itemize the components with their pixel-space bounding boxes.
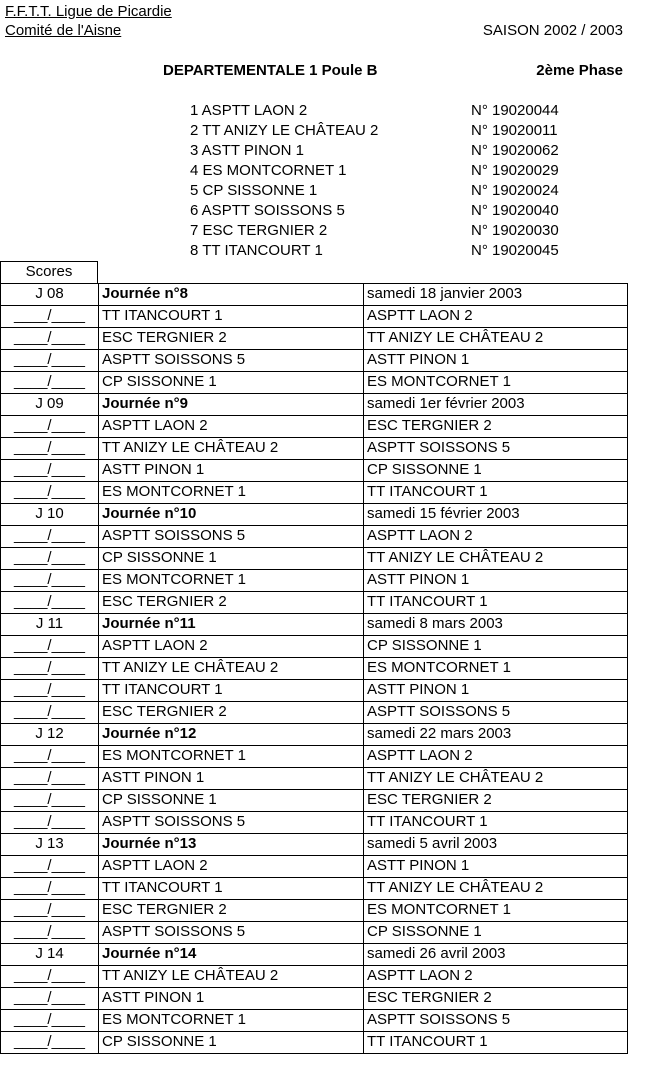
team-name: 3 ASTT PINON 1 [190,142,304,159]
home-team: TT ANIZY LE CHÂTEAU 2 [98,437,363,460]
score-field[interactable]: ____/____ [0,415,98,438]
round-code: J 08 [0,283,98,306]
round-code: J 14 [0,943,98,966]
home-team: CP SISSONNE 1 [98,371,363,394]
away-team: ASTT PINON 1 [363,569,628,592]
match-row [0,899,628,921]
score-field[interactable]: ____/____ [0,327,98,350]
match-row [0,349,628,371]
score-field[interactable]: ____/____ [0,635,98,658]
score-field[interactable]: ____/____ [0,1031,98,1054]
match-row [0,745,628,767]
score-field[interactable]: ____/____ [0,899,98,922]
home-team: ASPTT LAON 2 [98,415,363,438]
home-team: TT ITANCOURT 1 [98,877,363,900]
round-date: samedi 26 avril 2003 [363,943,628,966]
team-name: 4 ES MONTCORNET 1 [190,162,347,179]
round-header-row [0,943,628,965]
away-team: TT ANIZY LE CHÂTEAU 2 [363,767,628,790]
match-row [0,327,628,349]
match-row [0,811,628,833]
team-row [190,121,590,141]
score-field[interactable]: ____/____ [0,811,98,834]
match-row [0,1031,628,1053]
match-row [0,657,628,679]
score-field[interactable]: ____/____ [0,349,98,372]
home-team: ASPTT SOISSONS 5 [98,525,363,548]
home-team: CP SISSONNE 1 [98,547,363,570]
away-team: TT ANIZY LE CHÂTEAU 2 [363,327,628,350]
away-team: TT ANIZY LE CHÂTEAU 2 [363,547,628,570]
score-field[interactable]: ____/____ [0,1009,98,1032]
team-number: N° 19020062 [471,142,559,159]
round-date: samedi 15 février 2003 [363,503,628,526]
round-header-row [0,393,628,415]
round-title: Journée n°14 [98,943,363,966]
round-date: samedi 22 mars 2003 [363,723,628,746]
home-team: ES MONTCORNET 1 [98,569,363,592]
home-team: ASPTT SOISSONS 5 [98,349,363,372]
match-row [0,789,628,811]
away-team: TT ITANCOURT 1 [363,811,628,834]
match-row [0,371,628,393]
home-team: ASPTT LAON 2 [98,635,363,658]
match-row [0,635,628,657]
team-row [190,181,590,201]
match-row [0,679,628,701]
away-team: ESC TERGNIER 2 [363,987,628,1010]
home-team: ESC TERGNIER 2 [98,591,363,614]
score-field[interactable]: ____/____ [0,569,98,592]
match-row [0,459,628,481]
match-row [0,437,628,459]
score-field[interactable]: ____/____ [0,789,98,812]
score-field[interactable]: ____/____ [0,547,98,570]
team-row [190,241,590,261]
home-team: ESC TERGNIER 2 [98,327,363,350]
score-field[interactable]: ____/____ [0,965,98,988]
away-team: ES MONTCORNET 1 [363,899,628,922]
away-team: ASPTT SOISSONS 5 [363,1009,628,1032]
team-number: N° 19020044 [471,102,559,119]
team-name: 1 ASPTT LAON 2 [190,102,308,119]
away-team: ASTT PINON 1 [363,679,628,702]
away-team: ESC TERGNIER 2 [363,415,628,438]
score-field[interactable]: ____/____ [0,525,98,548]
round-title: Journée n°10 [98,503,363,526]
round-code: J 09 [0,393,98,416]
team-list [190,101,590,261]
team-row [190,101,590,121]
away-team: TT ANIZY LE CHÂTEAU 2 [363,877,628,900]
round-date: samedi 1er février 2003 [363,393,628,416]
table-bottom-border [0,1053,628,1054]
score-field[interactable]: ____/____ [0,371,98,394]
round-code: J 10 [0,503,98,526]
home-team: CP SISSONNE 1 [98,789,363,812]
team-name: 5 CP SISSONNE 1 [190,182,318,199]
away-team: ASPTT SOISSONS 5 [363,437,628,460]
match-row [0,481,628,503]
team-number: N° 19020024 [471,182,559,199]
away-team: ASPTT LAON 2 [363,305,628,328]
match-row [0,547,628,569]
round-title: Journée n°9 [98,393,363,416]
match-row [0,921,628,943]
committee-name: Comité de l'Aisne [5,22,122,39]
home-team: TT ITANCOURT 1 [98,305,363,328]
away-team: ESC TERGNIER 2 [363,789,628,812]
score-field[interactable]: ____/____ [0,987,98,1010]
season-label: SAISON 2002 / 2003 [482,22,623,39]
team-number: N° 19020045 [471,242,559,259]
team-row [190,161,590,181]
team-row [190,201,590,221]
round-title: Journée n°8 [98,283,363,306]
score-field[interactable]: ____/____ [0,459,98,482]
home-team: ASTT PINON 1 [98,987,363,1010]
away-team: TT ITANCOURT 1 [363,1031,628,1054]
match-row [0,415,628,437]
round-code: J 12 [0,723,98,746]
home-team: TT ITANCOURT 1 [98,679,363,702]
home-team: ESC TERGNIER 2 [98,899,363,922]
round-date: samedi 18 janvier 2003 [363,283,628,306]
round-date: samedi 5 avril 2003 [363,833,628,856]
round-title: Journée n°13 [98,833,363,856]
away-team: ASPTT SOISSONS 5 [363,701,628,724]
match-row [0,305,628,327]
away-team: ASPTT LAON 2 [363,525,628,548]
home-team: ASTT PINON 1 [98,767,363,790]
match-row [0,987,628,1009]
round-header-row [0,613,628,635]
home-team: ASPTT SOISSONS 5 [98,811,363,834]
match-row [0,877,628,899]
round-title: Journée n°12 [98,723,363,746]
round-header-row [0,723,628,745]
round-code: J 13 [0,833,98,856]
round-title: Journée n°11 [98,613,363,636]
away-team: ASTT PINON 1 [363,855,628,878]
match-row [0,1009,628,1031]
team-name: 7 ESC TERGNIER 2 [190,222,328,239]
score-field[interactable]: ____/____ [0,701,98,724]
score-field[interactable]: ____/____ [0,767,98,790]
team-row [190,141,590,161]
match-row [0,569,628,591]
home-team: ES MONTCORNET 1 [98,481,363,504]
team-number: N° 19020011 [471,122,558,139]
team-number: N° 19020040 [471,202,559,219]
team-name: 2 TT ANIZY LE CHÂTEAU 2 [190,122,379,139]
score-field[interactable]: ____/____ [0,877,98,900]
away-team: CP SISSONNE 1 [363,921,628,944]
round-header-row [0,503,628,525]
round-date: samedi 8 mars 2003 [363,613,628,636]
scores-header: Scores [0,261,98,283]
match-row [0,525,628,547]
away-team: ASPTT LAON 2 [363,965,628,988]
division-title: DEPARTEMENTALE 1 Poule B [163,62,378,79]
home-team: TT ANIZY LE CHÂTEAU 2 [98,965,363,988]
away-team: CP SISSONNE 1 [363,635,628,658]
score-field[interactable]: ____/____ [0,437,98,460]
home-team: ESC TERGNIER 2 [98,701,363,724]
score-field[interactable]: ____/____ [0,591,98,614]
home-team: ES MONTCORNET 1 [98,745,363,768]
score-field[interactable]: ____/____ [0,855,98,878]
match-row [0,855,628,877]
federation-name: F.F.T.T. Ligue de Picardie [5,3,172,20]
away-team: TT ITANCOURT 1 [363,481,628,504]
away-team: ES MONTCORNET 1 [363,371,628,394]
score-field[interactable]: ____/____ [0,481,98,504]
home-team: TT ANIZY LE CHÂTEAU 2 [98,657,363,680]
away-team: CP SISSONNE 1 [363,459,628,482]
phase-label: 2ème Phase [536,62,623,79]
team-row [190,221,590,241]
round-header-row [0,283,628,305]
scores-header-row [0,261,628,283]
away-team: ES MONTCORNET 1 [363,657,628,680]
home-team: ASTT PINON 1 [98,459,363,482]
score-field[interactable]: ____/____ [0,657,98,680]
match-row [0,701,628,723]
round-code: J 11 [0,613,98,636]
home-team: ES MONTCORNET 1 [98,1009,363,1032]
match-row [0,591,628,613]
away-team: ASTT PINON 1 [363,349,628,372]
home-team: ASPTT SOISSONS 5 [98,921,363,944]
away-team: ASPTT LAON 2 [363,745,628,768]
score-field[interactable]: ____/____ [0,921,98,944]
round-header-row [0,833,628,855]
team-number: N° 19020029 [471,162,559,179]
score-field[interactable]: ____/____ [0,745,98,768]
team-name: 8 TT ITANCOURT 1 [190,242,323,259]
match-row [0,767,628,789]
team-name: 6 ASPTT SOISSONS 5 [190,202,345,219]
home-team: CP SISSONNE 1 [98,1031,363,1054]
team-number: N° 19020030 [471,222,559,239]
away-team: TT ITANCOURT 1 [363,591,628,614]
home-team: ASPTT LAON 2 [98,855,363,878]
match-row [0,965,628,987]
score-field[interactable]: ____/____ [0,679,98,702]
score-field[interactable]: ____/____ [0,305,98,328]
